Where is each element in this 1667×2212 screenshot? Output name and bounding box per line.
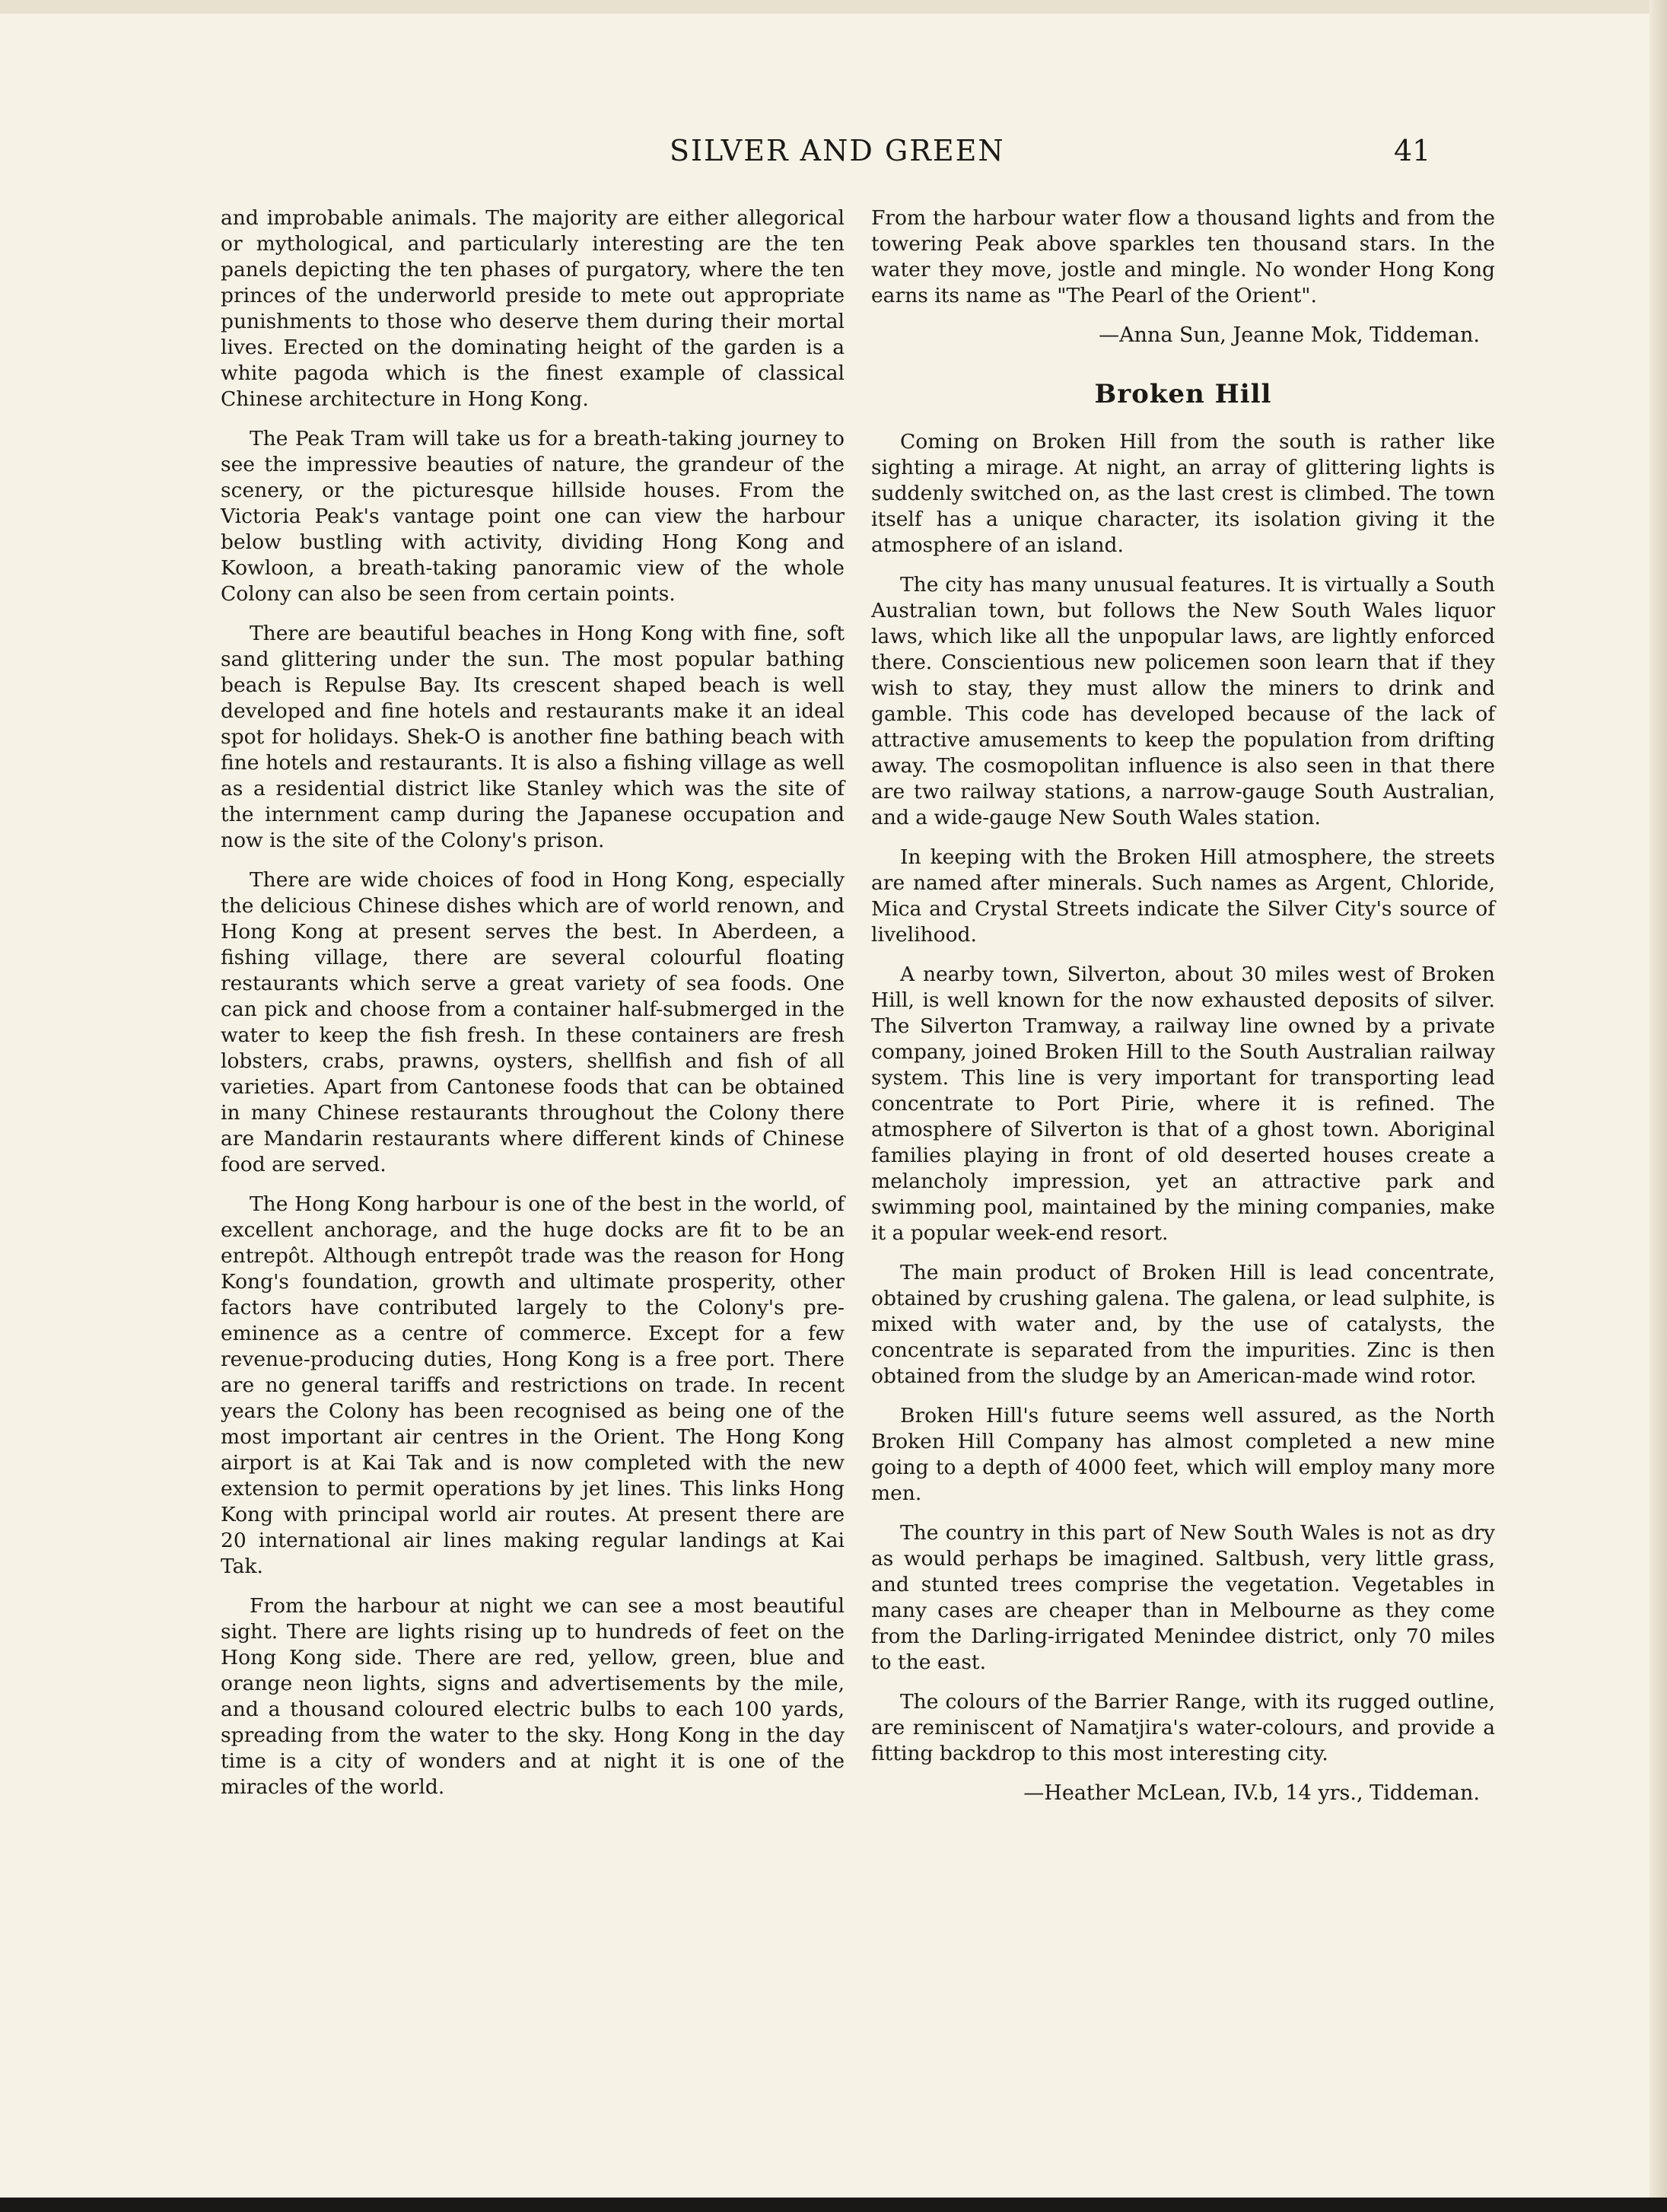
paragraph: The colours of the Barrier Range, with its rugged outline, are reminiscent of Namatjira's water-colours, and provide a fitting backdrop to this most interesting city. [871, 1690, 1495, 1765]
paragraph: Broken Hill's future seems well assured, as the North Broken Hill Company has almost completed a new mine going to a depth of 4000 feet, which will employ many more men. [871, 1404, 1495, 1505]
byline: —Heather McLean, IV.b, 14 yrs., Tiddeman. [1023, 1781, 1480, 1805]
left-column [221, 205, 845, 1814]
paragraph: From the harbour at night we can see a most beautiful sight. There are lights rising up to hundreds of feet on the Hong Kong side. There are red, yellow, green, blue and orange neon lights, signs and advertisements by the mile, and a thousand coloured electric bulbs to each 100 yards, spreading from the water to the sky. Hong Kong in the day time is a city of wonders and at night it is one of the miracles of the world. [221, 1594, 845, 1799]
paragraph: There are beautiful beaches in Hong Kong with fine, soft sand glittering under the sun. The most popular bathing beach is Repulse Bay. Its crescent shaped beach is well developed and fine hotels and restaurants make it an ideal spot for holidays. Shek-O is another fine bathing beach with fine hotels and restaurants. It is also a fishing village as well as a residential district like Stanley which was the site of the internment camp during the Japanese occupation and now is the site of the Colony's prison. [221, 622, 845, 852]
page-edge-bottom [0, 2198, 1667, 2212]
paragraph: The Hong Kong harbour is one of the best in the world, of excellent anchorage, and the huge docks are fit to be an entrepôt. Although entrepôt trade was the reason for Hong Kong's foundation, growth and ultimate prosperity, other factors have contributed largely to the Colony's pre-eminence as a centre of commerce. Except for a few revenue-producing duties, Hong Kong is a free port. There are no general tariffs and restrictions on trade. In recent years the Colony has been recognised as being one of the most important air centres in the Orient. The Hong Kong airport is at Kai Tak and is now completed with the new extension to permit operations by jet lines. This links Hong Kong with principal world air routes. At present there are 20 international air lines making regular landings at Kai Tak. [221, 1192, 845, 1578]
paragraph: and improbable animals. The majority are either allegorical or mythological, and particularly interesting are the ten panels depicting the ten phases of purgatory, where the ten princes of the underworld preside to mete out appropriate punishments to those who deserve them during their mortal lives. Erected on the dominating height of the garden is a white pagoda which is the finest example of classical Chinese architecture in Hong Kong. [221, 206, 845, 411]
section-heading: Broken Hill [1094, 379, 1272, 409]
paragraph: A nearby town, Silverton, about 30 miles west of Broken Hill, is well known for the now exhausted deposits of silver. The Silverton Tramway, a railway line owned by a private company, joined Broken Hill to the South Australian railway system. This line is very important for transporting lead concentrate to Port Pirie, where it is refined. The atmosphere of Silverton is that of a ghost town. Aboriginal families playing in front of old deserted houses create a melancholy impression, yet an attractive park and swimming pool, maintained by the mining companies, make it a popular week-end resort. [871, 963, 1495, 1245]
byline: —Anna Sun, Jeanne Mok, Tiddeman. [1099, 323, 1480, 347]
paragraph: The main product of Broken Hill is lead concentrate, obtained by crushing galena. The galena, or lead sulphite, is mixed with water and, by the use of catalysts, the concentrate is separated from the impurities. Zinc is then obtained from the sludge by an American-made wind rotor. [871, 1261, 1495, 1388]
paragraph: The Peak Tram will take us for a breath-taking journey to see the impressive beauties of nature, the grandeur of the scenery, or the picturesque hillside houses. From the Victoria Peak's vantage point one can view the harbour below bustling with activity, dividing Hong Kong and Kowloon, a breath-taking panoramic view of the whole Colony can also be seen from certain points. [221, 427, 845, 606]
page-edge-top [0, 0, 1667, 14]
paragraph: There are wide choices of food in Hong Kong, especially the delicious Chinese dishes which are of world renown, and Hong Kong at present serves the best. In Aberdeen, a fishing village, there are several colourful floating restaurants which serve a great variety of sea foods. One can pick and choose from a container half-submerged in the water to keep the fish fresh. In these containers are fresh lobsters, crabs, prawns, oysters, shellfish and fish of all varieties. Apart from Cantonese foods that can be obtained in many Chinese restaurants throughout the Colony there are Mandarin restaurants where different kinds of Chinese food are served. [221, 868, 845, 1176]
page-number: 41 [1394, 134, 1431, 167]
paragraph: From the harbour water flow a thousand lights and from the towering Peak above sparkles ten thousand stars. In the water they move, jostle and mingle. No wonder Hong Kong earns its name as "The Pearl of the Orient". [871, 206, 1495, 307]
right-column [871, 205, 1495, 1837]
running-title: SILVER AND GREEN [670, 134, 1005, 167]
paragraph: The country in this part of New South Wales is not as dry as would perhaps be imagined. Saltbush, very little grass, and stunted trees comprise the vegetation. Vegetables in many cases are cheaper than in Melbourne as they come from the Darling-irrigated Menindee district, only 70 miles to the east. [871, 1521, 1495, 1674]
paragraph: In keeping with the Broken Hill atmosphere, the streets are named after minerals. Such names as Argent, Chloride, Mica and Crystal Streets indicate the Silver City's source of livelihood. [871, 845, 1495, 947]
page-header [0, 134, 1667, 180]
paragraph: The city has many unusual features. It is virtually a South Australian town, but follows the New South Wales liquor laws, which like all the unpopular laws, are lightly enforced there. Conscientious new policemen soon learn that if they wish to stay, they must allow the miners to drink and gamble. This code has developed because of the lack of attractive amusements to keep the population from drifting away. The cosmopolitan influence is also seen in that there are two railway stations, a narrow-gauge South Australian, and a wide-gauge New South Wales station. [871, 573, 1495, 829]
page-edge-right [1650, 0, 1667, 2212]
paragraph: Coming on Broken Hill from the south is rather like sighting a mirage. At night, an array of glittering lights is suddenly switched on, as the last crest is climbed. The town itself has a unique character, its isolation giving it the atmosphere of an island. [871, 430, 1495, 557]
